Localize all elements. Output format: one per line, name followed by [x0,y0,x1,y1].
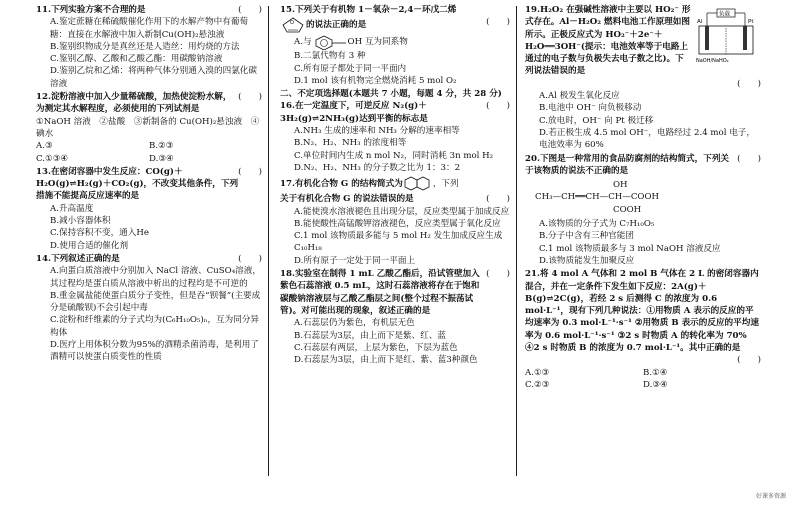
option-a: A.能使溴水溶液褪色且出现分层，反应类型属于加成反应 [294,206,510,217]
column-divider [516,6,517,476]
answer-bracket: ( ) [737,355,761,366]
structural-formula [535,179,761,216]
option-a: A.Al 极发生氧化反应 [539,91,620,102]
question-stem-continued: 的说法正确的是 [306,20,367,31]
question-stem-continued: 关于有机化合物 G 的说法错误的是 [280,194,414,205]
question-stem: 19.H₂O₂ 在强碱性溶液中主要以 HO₂⁻ 形式存在。Al－H₂O₂ 燃料电池工作原理如图所示。正极反应式为 HO₂⁻＋2e⁻＋H₂O══3OH⁻(提示：电池效率等于电路上通过的电子数与负极失去电子数之比)。下列说法错误的是 [525,5,691,77]
answer-bracket: ( ) [737,153,761,164]
question-13 [36,166,262,252]
option-c: C.放电时，OH⁻ 向 Pt 极迁移 [539,115,654,126]
question-17 [280,175,510,267]
svg-text:O: O [290,20,294,27]
option-b: B.N₂、H₂、NH₃ 的浓度相等 [294,138,407,149]
phenol-ring-icon [312,34,348,50]
option-d: D.1 mol 该有机物完全燃烧消耗 5 mol O₂ [294,75,457,86]
option-b: B.①④ [643,367,668,378]
option-b: B.二氯代物有 3 种 [294,51,366,62]
question-stem: 15.下列关于有机物 1－氧杂－2,4－环戊二烯 [280,5,457,15]
option-d: D.所有原子一定处于同一平面上 [294,255,416,266]
option-d: D.该物质能发生加聚反应 [539,255,635,266]
option-c: C.1 mol 该物质最多与 3 mol NaOH 溶液反应 [539,243,721,254]
question-12 [36,91,262,165]
fuel-cell-diagram [693,8,759,64]
column-2 [280,4,510,367]
load-label: 负载 [719,11,731,18]
column-divider [268,6,269,476]
answer-bracket: ( ) [486,101,510,112]
question-21 [525,268,761,391]
question-20 [525,153,761,268]
furan-structure-icon [280,16,306,34]
question-stem: 13.在密闭容器中发生反应：CO(g)＋H₂O(g)⇌H₂(g)＋CO₂(g)，不改变其他条件，下列措施不能提高反应速率的是 [36,166,239,202]
question-15 [280,4,510,87]
option-b: B.分子中含有三种官能团 [539,231,634,242]
option-c: C.1 mol 该物质最多能与 5 mol H₂ 发生加成反应生成 C₁₀H₁₈ [294,231,503,254]
answer-bracket: ( ) [238,166,262,177]
question-stem: 11.下列实验方案不合理的是 [36,5,146,15]
al-electrode-label: Al [697,19,703,25]
answer-bracket: ( ) [486,269,510,280]
option-b: B.石蕊层为3层，由上而下是紫、红、蓝 [294,330,447,341]
section-heading: 二、不定项选择题(本题共 7 小题，每题 4 分，共 28 分) [280,89,502,100]
option-a: A.NH₃ 生成的速率和 NH₃ 分解的速率相等 [294,126,460,137]
option-a [280,34,510,50]
pt-electrode-label: Pt [748,19,754,25]
question-19 [525,4,761,152]
question-stem: 16.在一定温度下，可逆反应 N₂(g)＋3H₂(g)⇌2NH₃(g)达到平衡的标志是 [280,101,428,124]
option-d: D.若正极生成 4.5 mol OH⁻，电路经过 2.4 mol 电子，电池效率为 60% [539,127,755,151]
struct-main-chain: CH₃—CH══CH—CH—COOH [535,192,660,203]
question-stem: 12.淀粉溶液中加入少量稀硫酸，加热使淀粉水解，为测定其水解程度，必须使用的下列试剂是 [36,92,232,115]
question-11 [36,4,262,90]
option-d: D.鉴别乙烷和乙烯：将两种气体分别通入溴的四氯化碳溶液 [50,66,257,89]
electrolyte-label: NaOH/NaHO₂ [696,58,729,64]
column-1 [36,4,262,365]
option-c: C.所有原子都处于同一平面内 [294,63,407,74]
option-d: D.③④ [643,379,668,390]
question-stem: 18.实验室在制得 1 mL 乙酸乙酯后，沿试管壁加入紫色石蕊溶液 0.5 mL，这时石蕊溶液将存在于饱和碳酸钠溶液层与乙酸乙酯层之间(整个过程不振荡试管)。对可能出现的现象，叙述正确的是 [280,269,480,316]
question-stem: 21.将 4 mol A 气体和 2 mol B 气体在 2 L 的密闭容器内混合，并在一定条件下发生如下反应：2A(g)＋B(g)⇌2C(g)，若经 2 s 后测得 C 的浓度为 0.6 mol·L⁻¹，现有下列几种说法：①用物质 A 表示的反应的平均速率为 0.3 mol·L⁻¹·s⁻¹ ②用物质 B 表示的反应的平均速率为 0.6 mol·L⁻¹·s⁻¹ ③2 s 时物质 A 的转化率为 70% ④2 s 时物质 B 的浓度为 0.7 mol·L⁻¹。其中正确的是 [525,269,759,354]
column-3 [525,4,761,392]
answer-bracket: ( ) [238,5,262,15]
watermark-logo: 好课多资源 [755,493,786,500]
option-d: D.③④ [149,153,174,164]
naphthalene-structure-icon [403,175,433,193]
question-16 [280,100,510,174]
question-stem: 20.下图是一种常用的食品防腐剂的结构简式，下列关于该物质的说法不正确的是 [525,153,730,176]
option-a: A.③ [36,141,53,152]
question-stem-tail: ，下列 [432,179,459,190]
option-a: A.向蛋白质溶液中分别加入 NaCl 溶液、CuSO₄溶液，其过程均是蛋白质从溶液中析出的过程均是不可逆的 [50,266,261,289]
option-d: D.使用合适的催化剂 [50,240,129,251]
question-stem: 17.有机化合物 G 的结构简式为 [280,179,403,190]
option-b: B.鉴别织物成分是真丝还是人造丝：用灼烧的方法 [50,41,240,52]
option-b: B.电池中 OH⁻ 向负极移动 [539,103,642,114]
option-a: A.①③ [525,367,550,378]
option-b: B.重金属盐能使蛋白质分子变性，但是吞“钡餐”(主要成分是硫酸钡)不会引起中毒 [50,290,261,314]
option-d: D.医疗上用体积分数为95%的酒精杀菌消毒，是利用了酒精可以使蛋白质变性的性质 [50,340,259,363]
question-18 [280,268,510,366]
question-stem: 14.下列叙述正确的是 [36,253,120,264]
option-a: A.该物质的分子式为 C₇H₁₀O₅ [539,219,655,230]
reagent-list: ①NaOH 溶液 ②盐酸 ③新制备的 Cu(OH)₂悬浊液 ④碘水 [36,116,260,139]
option-c: C.②③ [525,379,550,390]
option-a: A.鉴定蔗糖在稀硫酸催化作用下的水解产物中有葡萄糖：直接在水解液中加入新制Cu(OH)₂悬浊液 [50,17,249,40]
answer-bracket: ( ) [238,92,262,103]
option-a: A.石蕊层仍为紫色，有机层无色 [294,318,415,329]
answer-bracket: ( ) [486,17,510,28]
option-a-prefix: A.与 [294,37,312,48]
struct-oh: OH [613,180,628,191]
option-c: C.淀粉和纤维素的分子式均为(C₆H₁₀O₅)ₙ，互为同分异构体 [50,315,260,338]
option-c: C.单位时间内生成 n mol N₂，同时消耗 3n mol H₂ [294,150,494,161]
option-b: B.减小容器体积 [50,216,111,227]
option-c: C.①③④ [36,153,69,164]
option-b: B.②③ [149,141,174,152]
option-c: C.石蕊层有两层，上层为紫色，下层为蓝色 [294,342,458,353]
struct-substituent: COOH [613,204,642,215]
option-a: A.升高温度 [50,203,94,214]
question-14 [36,253,262,364]
option-d: D.石蕊层为3层，由上而下是红、紫、蓝3种颜色 [294,355,478,366]
option-d: D.N₂、H₂、NH₃ 的分子数之比为 1：3：2 [294,162,461,173]
option-c: C.保持容积不变，通入He [50,228,149,239]
option-b: B.能使酸性高锰酸钾溶液褪色，反应类型属于氧化反应 [294,218,501,229]
option-c: C.鉴别乙醇、乙酸和乙酸乙酯：用碳酸钠溶液 [50,54,223,65]
answer-bracket: ( ) [486,194,510,205]
option-a-suffix: OH 互为同系物 [347,37,408,48]
answer-bracket: ( ) [737,78,761,89]
answer-bracket: ( ) [238,253,262,264]
